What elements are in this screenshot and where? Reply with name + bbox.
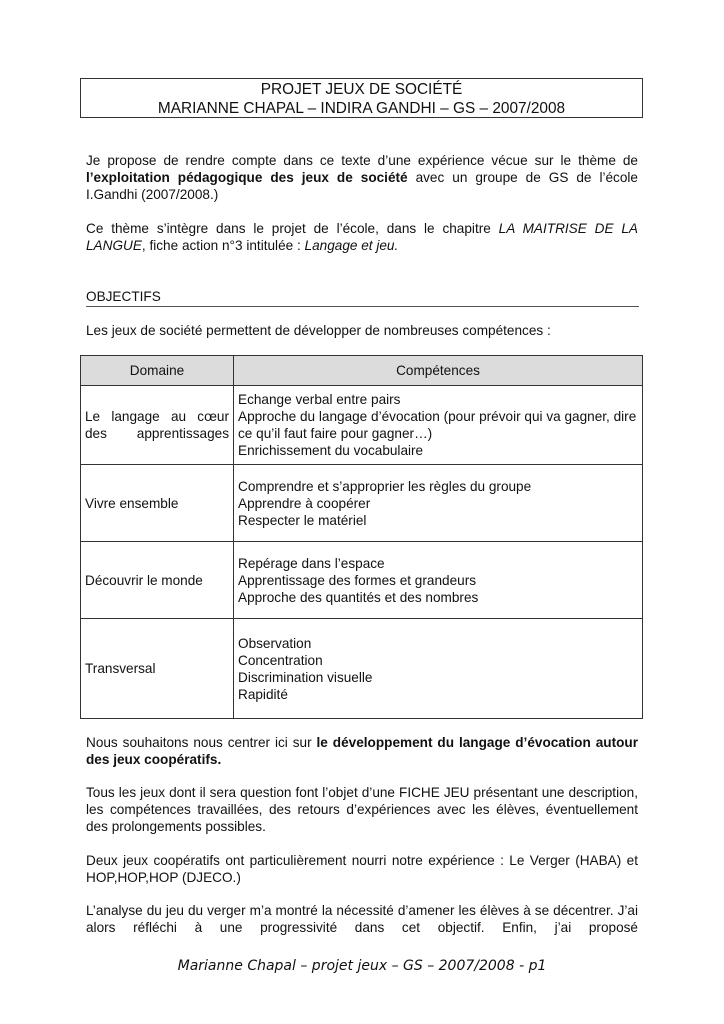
skill-item: Apprendre à coopérer (238, 495, 371, 511)
document-title-box (80, 78, 643, 118)
page-footer: Marianne Chapal – projet jeux – GS – 2007/2008 - p1 (177, 958, 547, 974)
competences-table (80, 355, 643, 719)
intro-text-end: avec un groupe de GS de l’école I.Gandhi (2007/2008.) (86, 170, 638, 202)
action-title: Langage et jeu. (304, 238, 399, 253)
title-line-1: PROJET JEUX DE SOCIÉTÉ (260, 81, 463, 98)
intro-2-middle: , fiche action n°3 intitulée : (141, 238, 305, 253)
title-line-2: MARIANNE CHAPAL – INDIRA GANDHI – GS – 2007/2008 (157, 100, 566, 117)
domain-cell: Découvrir le monde (81, 542, 234, 619)
skill-item: Comprendre et s’approprier les règles du groupe (238, 478, 532, 494)
skills-cell (234, 619, 643, 719)
objectives-heading: OBJECTIFS (86, 288, 639, 307)
skill-item: Concentration (238, 652, 323, 668)
objectives-lead: Les jeux de société permettent de développer de nombreuses compétences : (86, 323, 551, 338)
skill-item: Discrimination visuelle (238, 669, 373, 685)
skill-item: Observation (238, 635, 312, 651)
skill-item: Echange verbal entre pairs (238, 392, 401, 407)
table-row (81, 465, 643, 542)
skill-item: Respecter le matériel (238, 512, 367, 528)
domain-cell: Le langage au cœur des apprentissages (81, 386, 234, 465)
intro-paragraph-2 (86, 220, 638, 254)
focus-bold-text: le développement du langage d’évocation autour des jeux coopératifs. (86, 735, 638, 767)
skills-cell (234, 465, 643, 542)
table-header-row (81, 356, 643, 386)
intro-bold-text: l’exploitation pédagogique des jeux de société (86, 170, 408, 185)
skill-item: Repérage dans l’espace (238, 555, 385, 571)
header-competences: Compétences (234, 356, 643, 386)
fiche-jeu-paragraph: Tous les jeux dont il sera question font l’objet d’une FICHE JEU présentant une description, les compétences travaillées, des retours d’expériences avec les élèves, éventuellement des prolongements possibles. (86, 785, 638, 834)
table-row (81, 386, 643, 465)
games-paragraph: Deux jeux coopératifs ont particulièrement nourri notre expérience : Le Verger (HABA) et HOP,HOP,HOP (DJECO.) (86, 853, 638, 885)
header-domaine: Domaine (81, 356, 234, 386)
focus-paragraph (86, 734, 638, 768)
table-row (81, 542, 643, 619)
domain-cell: Transversal (81, 619, 234, 719)
intro-text: Je propose de rendre compte dans ce texte d’une expérience vécue sur le thème de (86, 153, 638, 168)
domain-cell: Vivre ensemble (81, 465, 234, 542)
intro-2-text: Ce thème s’intègre dans le projet de l’école, dans le chapitre (86, 221, 499, 236)
skill-item: Apprentissage des formes et grandeurs (238, 572, 477, 588)
focus-text: Nous souhaitons nous centrer ici sur (86, 735, 317, 750)
skills-cell (234, 542, 643, 619)
skill-item: Approche des quantités et des nombres (238, 589, 479, 605)
intro-paragraph-1 (86, 152, 638, 203)
skill-item: Rapidité (238, 686, 288, 702)
chapter-name: LA MAITRISE DE LA LANGUE (86, 221, 638, 253)
table-row (81, 619, 643, 719)
analysis-paragraph: L’analyse du jeu du verger m’a montré la nécessité d’amener les élèves à se décentrer. J’ai alors réfléchi à une progressivité dans cet objectif. Enfin, j’ai proposé (86, 903, 638, 935)
skill-item: Approche du langage d’évocation (pour prévoir qui va gagner, dire ce qu’il faut faire pour gagner…) (238, 409, 637, 441)
skill-item: Enrichissement du vocabulaire (238, 443, 424, 458)
skills-cell (234, 386, 643, 465)
